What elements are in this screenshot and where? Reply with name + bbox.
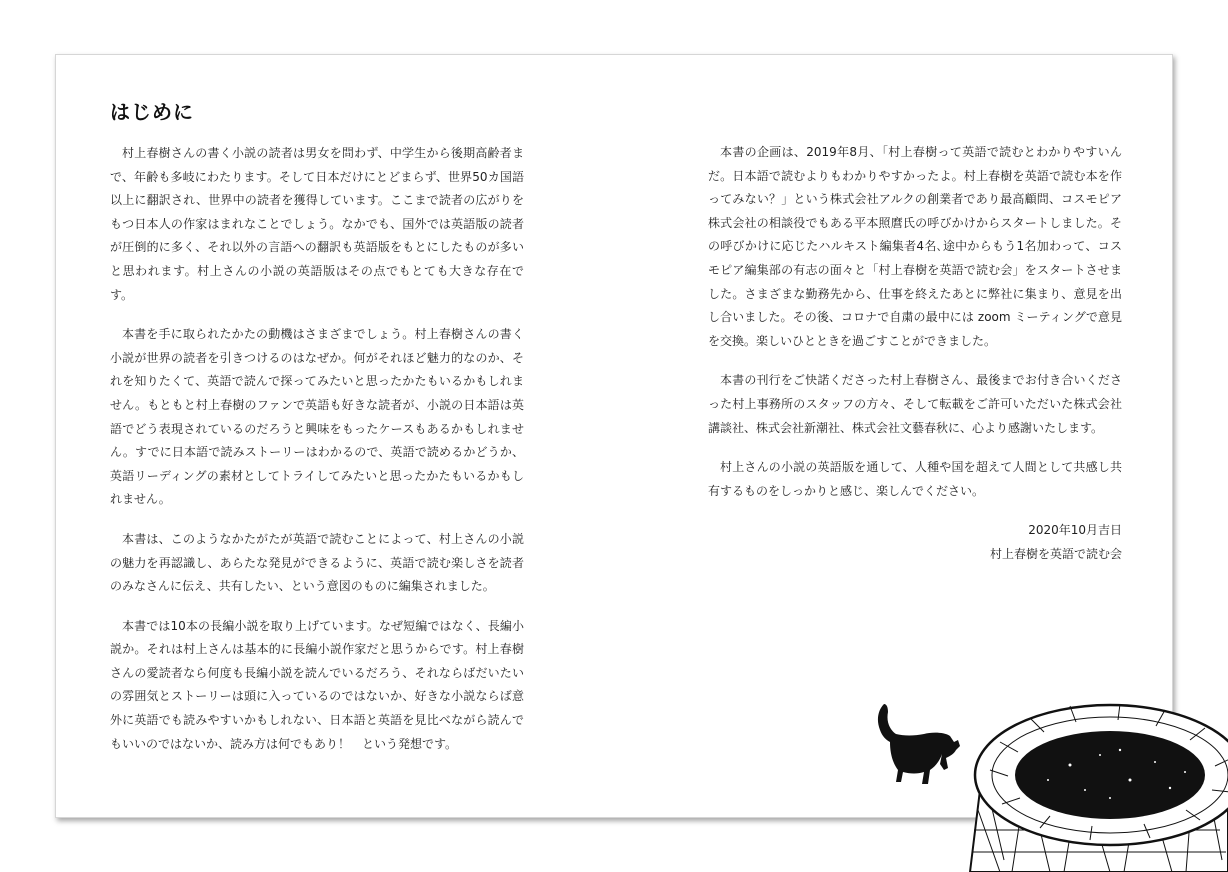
body-paragraph: 村上春樹さんの書く小説の読者は男女を問わず、中学生から後期高齢者まで、年齢も多岐にわたります。そして日本だけにとどまらず、世界50カ国語以上に翻訳され、世界中の読者を獲得しています。ここまで読者の広がりをもつ日本人の作家はまれなことでしょう。なかでも、国外では英語版の読者が圧倒的に多く、それ以外の言語への翻訳も英語版をもとにしたものが多いと思われます。村上さんの小説の英語版はその点でもとても大きな存在です。 xyxy=(110,146,524,302)
cat-illustration xyxy=(870,700,962,786)
body-paragraph: 本書を手に取られたかたの動機はさまざまでしょう。村上春樹さんの書く小説が世界の読者を引きつけるのはなぜか。何がそれほど魅力的なのか、それを知りたくて、英語で読んで探ってみたいと思ったかたもいるかもしれません。もともと村上春樹のファンで英語も好きな読者が、小説の日本語は英語でどう表現されているのだろうと興味をもったケースもあるかもしれません。すでに日本語で読みストーリーはわかるので、英語で読めるかどうか、英語リーディングの素材としてトライしてみたいと思ったかたもいるかもしれません。 xyxy=(110,327,524,507)
body-paragraph: 本書の企画は、2019年8月、「村上春樹って英語で読むとわかりやすいんだ。日本語で読むよりもわかりやすかったよ。村上春樹を英語で読む本を作ってみない？」という株式会社アルクの創業者であり最高顧問、コスモピア株式会社の相談役でもある平本照麿氏の呼びかけからスタートしました。その呼びかけに応じたハルキスト編集者4名､途中からもう1名加わって、コスモピア編集部の有志の面々と「村上春樹を英語で読む会」をスタートさせました。さまざまな勤務先から、仕事を終えたあとに弊社に集まり、意見を出し合いました。その後、コロナで自粛の最中には zoom ミーティングで意見を交換。楽しいひとときを過ごすことができました。 xyxy=(708,145,1122,348)
body-paragraph: 本書は、このようなかたがたが英語で読むことによって、村上さんの小説の魅力を再認識し、あらたな発見ができるように、英語で読む楽しさを読者のみなさんに伝え、共有したい、という意図のものに編集されました。 xyxy=(110,531,524,594)
signature-group: 村上春樹を英語で読む会 xyxy=(989,546,1122,561)
body-paragraph: 村上さんの小説の英語版を通して、人種や国を超えて人間として共感し共有するものをしっかりと感じ、楽しんでください。 xyxy=(708,460,1122,498)
well-illustration xyxy=(960,680,1228,872)
signature-date: 2020年10月吉日 xyxy=(1028,523,1122,538)
body-paragraph: 本書の刊行をご快諾くださった村上春樹さん、最後までお付き合いくださった村上事務所のスタッフの方々、そして転載をご許可いただいた株式会社講談社、株式会社新潮社、株式会社文藝春秋に、心より感謝いたします。 xyxy=(708,373,1122,435)
body-paragraph: 本書では10本の長編小説を取り上げています。なぜ短編ではなく、長編小説か。それは村上さんは基本的に長編小説作家だと思うからです。村上春樹さんの愛読者なら何度も長編小説を読んでいるだろう、それならばだいたいの雰囲気とストーリーは頭に入っているのではないか、好きな小説ならば意外に英語でも読みやすいかもしれない、日本語と英語を見比べながら読んでもいいのではないか、読み方は何でもあり！ という発想です。 xyxy=(110,618,524,751)
right-page xyxy=(708,141,1122,567)
left-page xyxy=(110,99,524,772)
page-title: はじめに xyxy=(110,100,194,124)
